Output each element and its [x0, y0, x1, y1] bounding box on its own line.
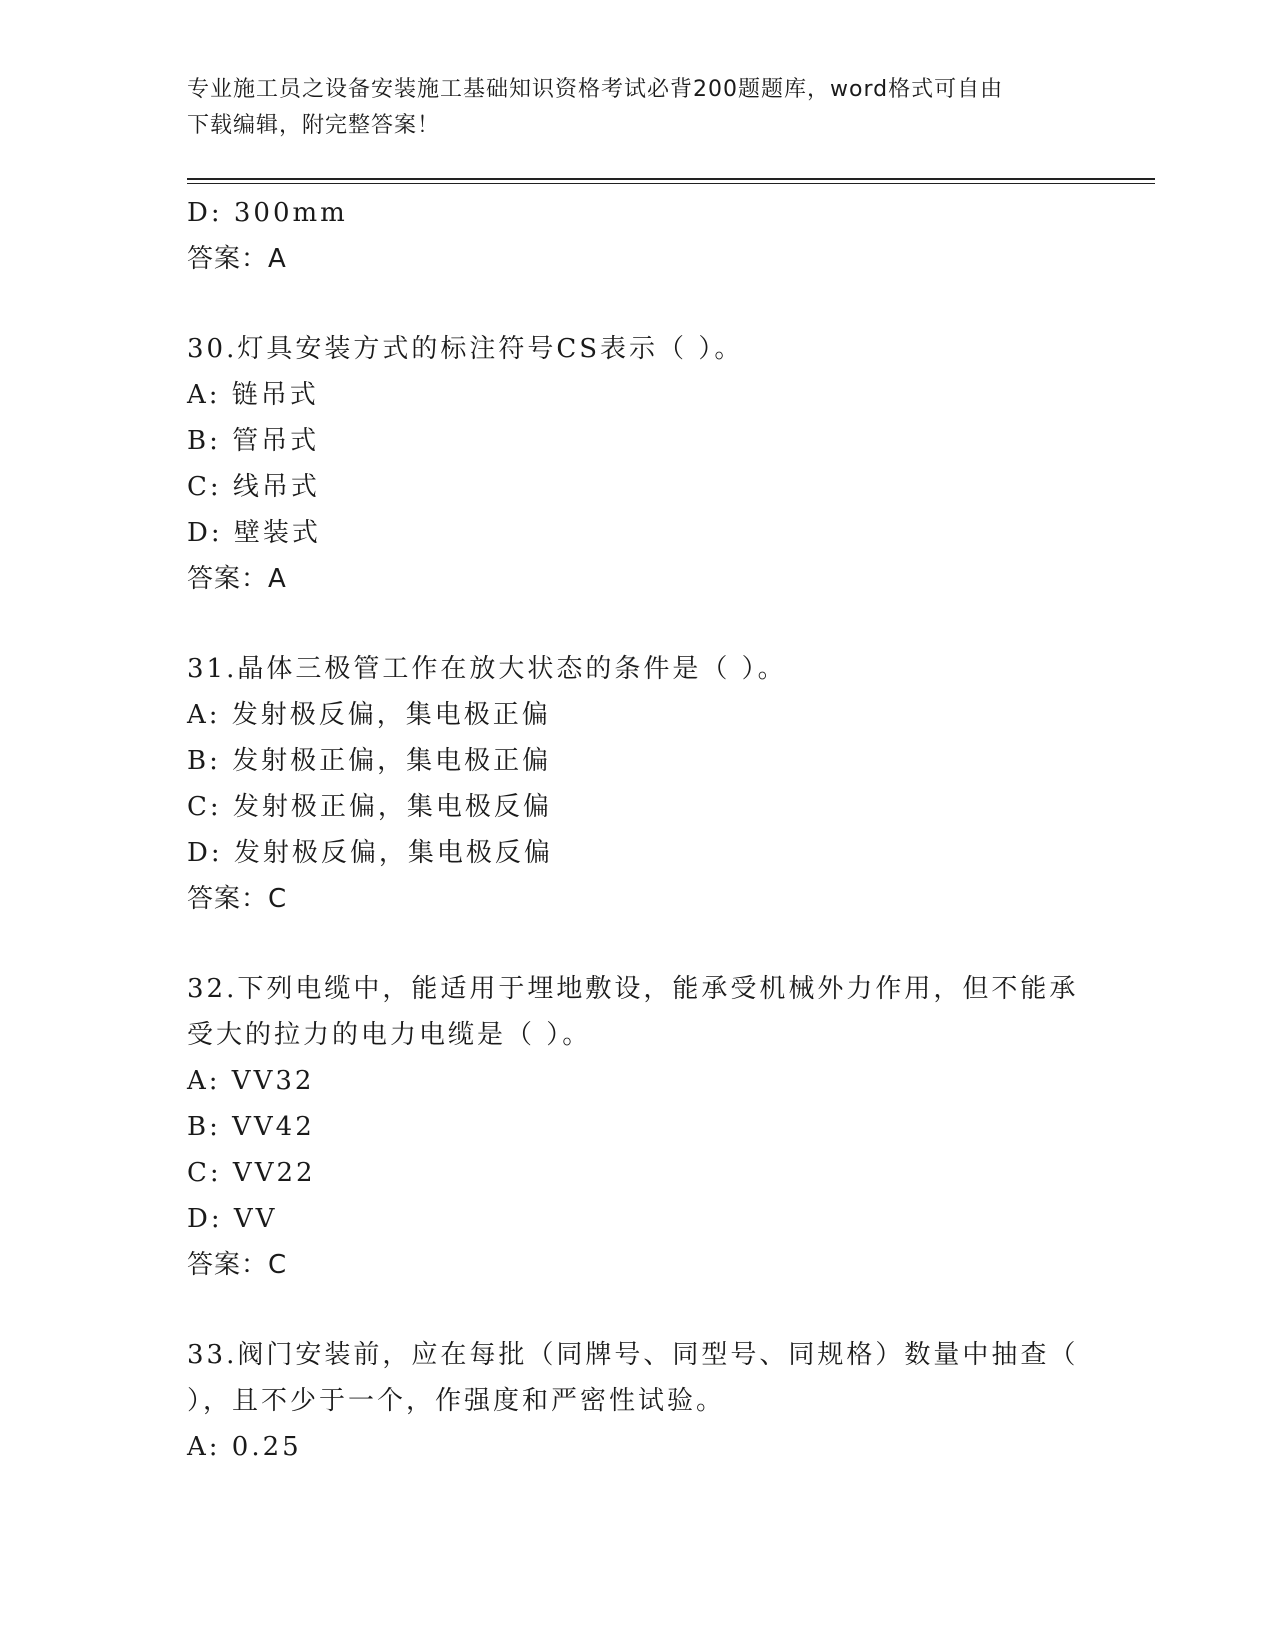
- option-a: A: 发射极反偏，集电极正偏: [187, 700, 551, 730]
- question-text: 31.晶体三极管工作在放大状态的条件是（ ）。: [187, 654, 787, 684]
- option-d: D: VV: [187, 1204, 278, 1234]
- answer: 答案：A: [187, 564, 287, 594]
- question-block-32: [187, 966, 1087, 1288]
- option-d: D: 300mm: [187, 198, 348, 228]
- option-c: C: VV22: [187, 1158, 316, 1188]
- question-text-line-2: ），且不少于一个，作强度和严密性试验。: [187, 1386, 726, 1416]
- option-d: D: 壁装式: [187, 518, 321, 548]
- option-c: C: 线吊式: [187, 472, 320, 502]
- option-b: B: 发射极正偏，集电极正偏: [187, 746, 552, 776]
- option-c: C: 发射极正偏，集电极反偏: [187, 792, 552, 822]
- question-text-line-1: 32.下列电缆中，能适用于埋地敷设，能承受机械外力作用，但不能承: [187, 974, 1079, 1004]
- question-block-33: [187, 1332, 1087, 1470]
- question-text-line-1: 33.阀门安装前，应在每批（同牌号、同型号、同规格）数量中抽查（: [187, 1340, 1079, 1370]
- question-text-line-2: 受大的拉力的电力电缆是（ ）。: [187, 1020, 592, 1050]
- question-list: [187, 190, 1087, 1470]
- question-block-30: [187, 326, 1087, 602]
- question-text: 30.灯具安装方式的标注符号CS表示（ ）。: [187, 334, 744, 364]
- option-d: D: 发射极反偏，集电极反偏: [187, 838, 553, 868]
- option-a: A: 链吊式: [187, 380, 319, 410]
- option-b: B: VV42: [187, 1112, 315, 1142]
- answer: 答案：A: [187, 244, 287, 274]
- option-a: A: VV32: [187, 1066, 315, 1096]
- question-block-prev: [187, 190, 1087, 282]
- document-header: [187, 72, 1077, 144]
- header-line-1: 专业施工员之设备安装施工基础知识资格考试必背200题题库，word格式可自由: [187, 77, 1004, 102]
- header-rule-thin: [187, 183, 1155, 184]
- answer: 答案：C: [187, 1250, 288, 1280]
- answer: 答案：C: [187, 884, 288, 914]
- question-block-31: [187, 646, 1087, 922]
- header-line-2: 下载编辑，附完整答案！: [187, 113, 441, 138]
- option-b: B: 管吊式: [187, 426, 320, 456]
- option-a: A: 0.25: [187, 1432, 302, 1462]
- header-rule-thick: [187, 178, 1155, 180]
